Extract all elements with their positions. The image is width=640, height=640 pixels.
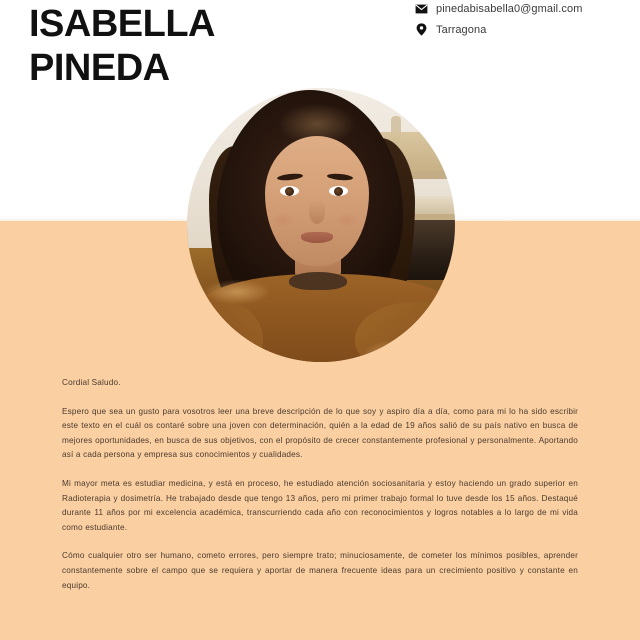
name-line-first: ISABELLA <box>29 3 215 45</box>
about-paragraph-1: Espero que sea un gusto para vosotros leer una breve descripción de lo que soy y aspiro día a día, como para mi lo ha sido escribir este texto en el cuál os contaré sobre una joven con determinación, quién a la edad de 19 años salió de su país nativo en busca de mejores oportunidades, en busca de sus objetivos, con el propósito de crecer constantemente profesional y personalmente. Aportando así a cada persona y empresa sus conocimientos y cualidades. <box>62 406 578 460</box>
portrait-photo <box>187 88 455 362</box>
photo-iris-left <box>285 187 294 196</box>
about-paragraph-3: Cómo cualquier otro ser humano, cometo errores, pero siempre trato; minuciosamente, de cometer los mínimos posibles, aprender constantemente sobre el campo que se requiera y aportar de manera frecuente ideas para un crecimiento positivo y constante en equipo. <box>62 551 578 590</box>
photo-cheek-right <box>335 212 359 228</box>
map-pin-icon <box>414 23 428 37</box>
photo-eye-right <box>329 186 348 196</box>
envelope-icon <box>414 2 428 16</box>
contact-block <box>414 0 582 42</box>
contact-email-value: pinedabisabella0@gmail.com <box>436 2 583 15</box>
contact-row-location[interactable] <box>414 21 582 38</box>
name-line-last: PINEDA <box>29 47 170 89</box>
photo-face <box>265 136 369 266</box>
page-title <box>29 2 215 90</box>
photo-nose <box>309 200 325 224</box>
photo-iris-right <box>334 187 343 196</box>
avatar <box>187 88 455 362</box>
photo-eyebrow-right <box>327 173 353 181</box>
contact-location-value: Tarragona <box>436 23 487 36</box>
photo-shirt-collar <box>289 272 347 290</box>
photo-cheek-left <box>271 212 295 228</box>
photo-mouth <box>301 232 333 243</box>
photo-eye-left <box>280 186 299 196</box>
about-me-text <box>62 376 578 593</box>
greeting-line: Cordial Saludo. <box>62 378 121 387</box>
photo-eyebrow-left <box>277 173 303 182</box>
contact-row-email[interactable] <box>414 0 582 17</box>
photo-shoulder-highlight <box>205 280 269 304</box>
about-paragraph-2: Mi mayor meta es estudiar medicina, y está en proceso, he estudiado atención sociosanitaria y estoy haciendo un grado superior en Radioterapia y dosimetría. He trabajado desde que tengo 13 años, pero mi primer trabajo formal lo tuve desde los 15 años. Destaqué durante 11 años por mi excelencia académica, transcurriendo cada año con reconocimientos y logros notables a lo largo de mi vida como estudiante. <box>62 478 578 532</box>
